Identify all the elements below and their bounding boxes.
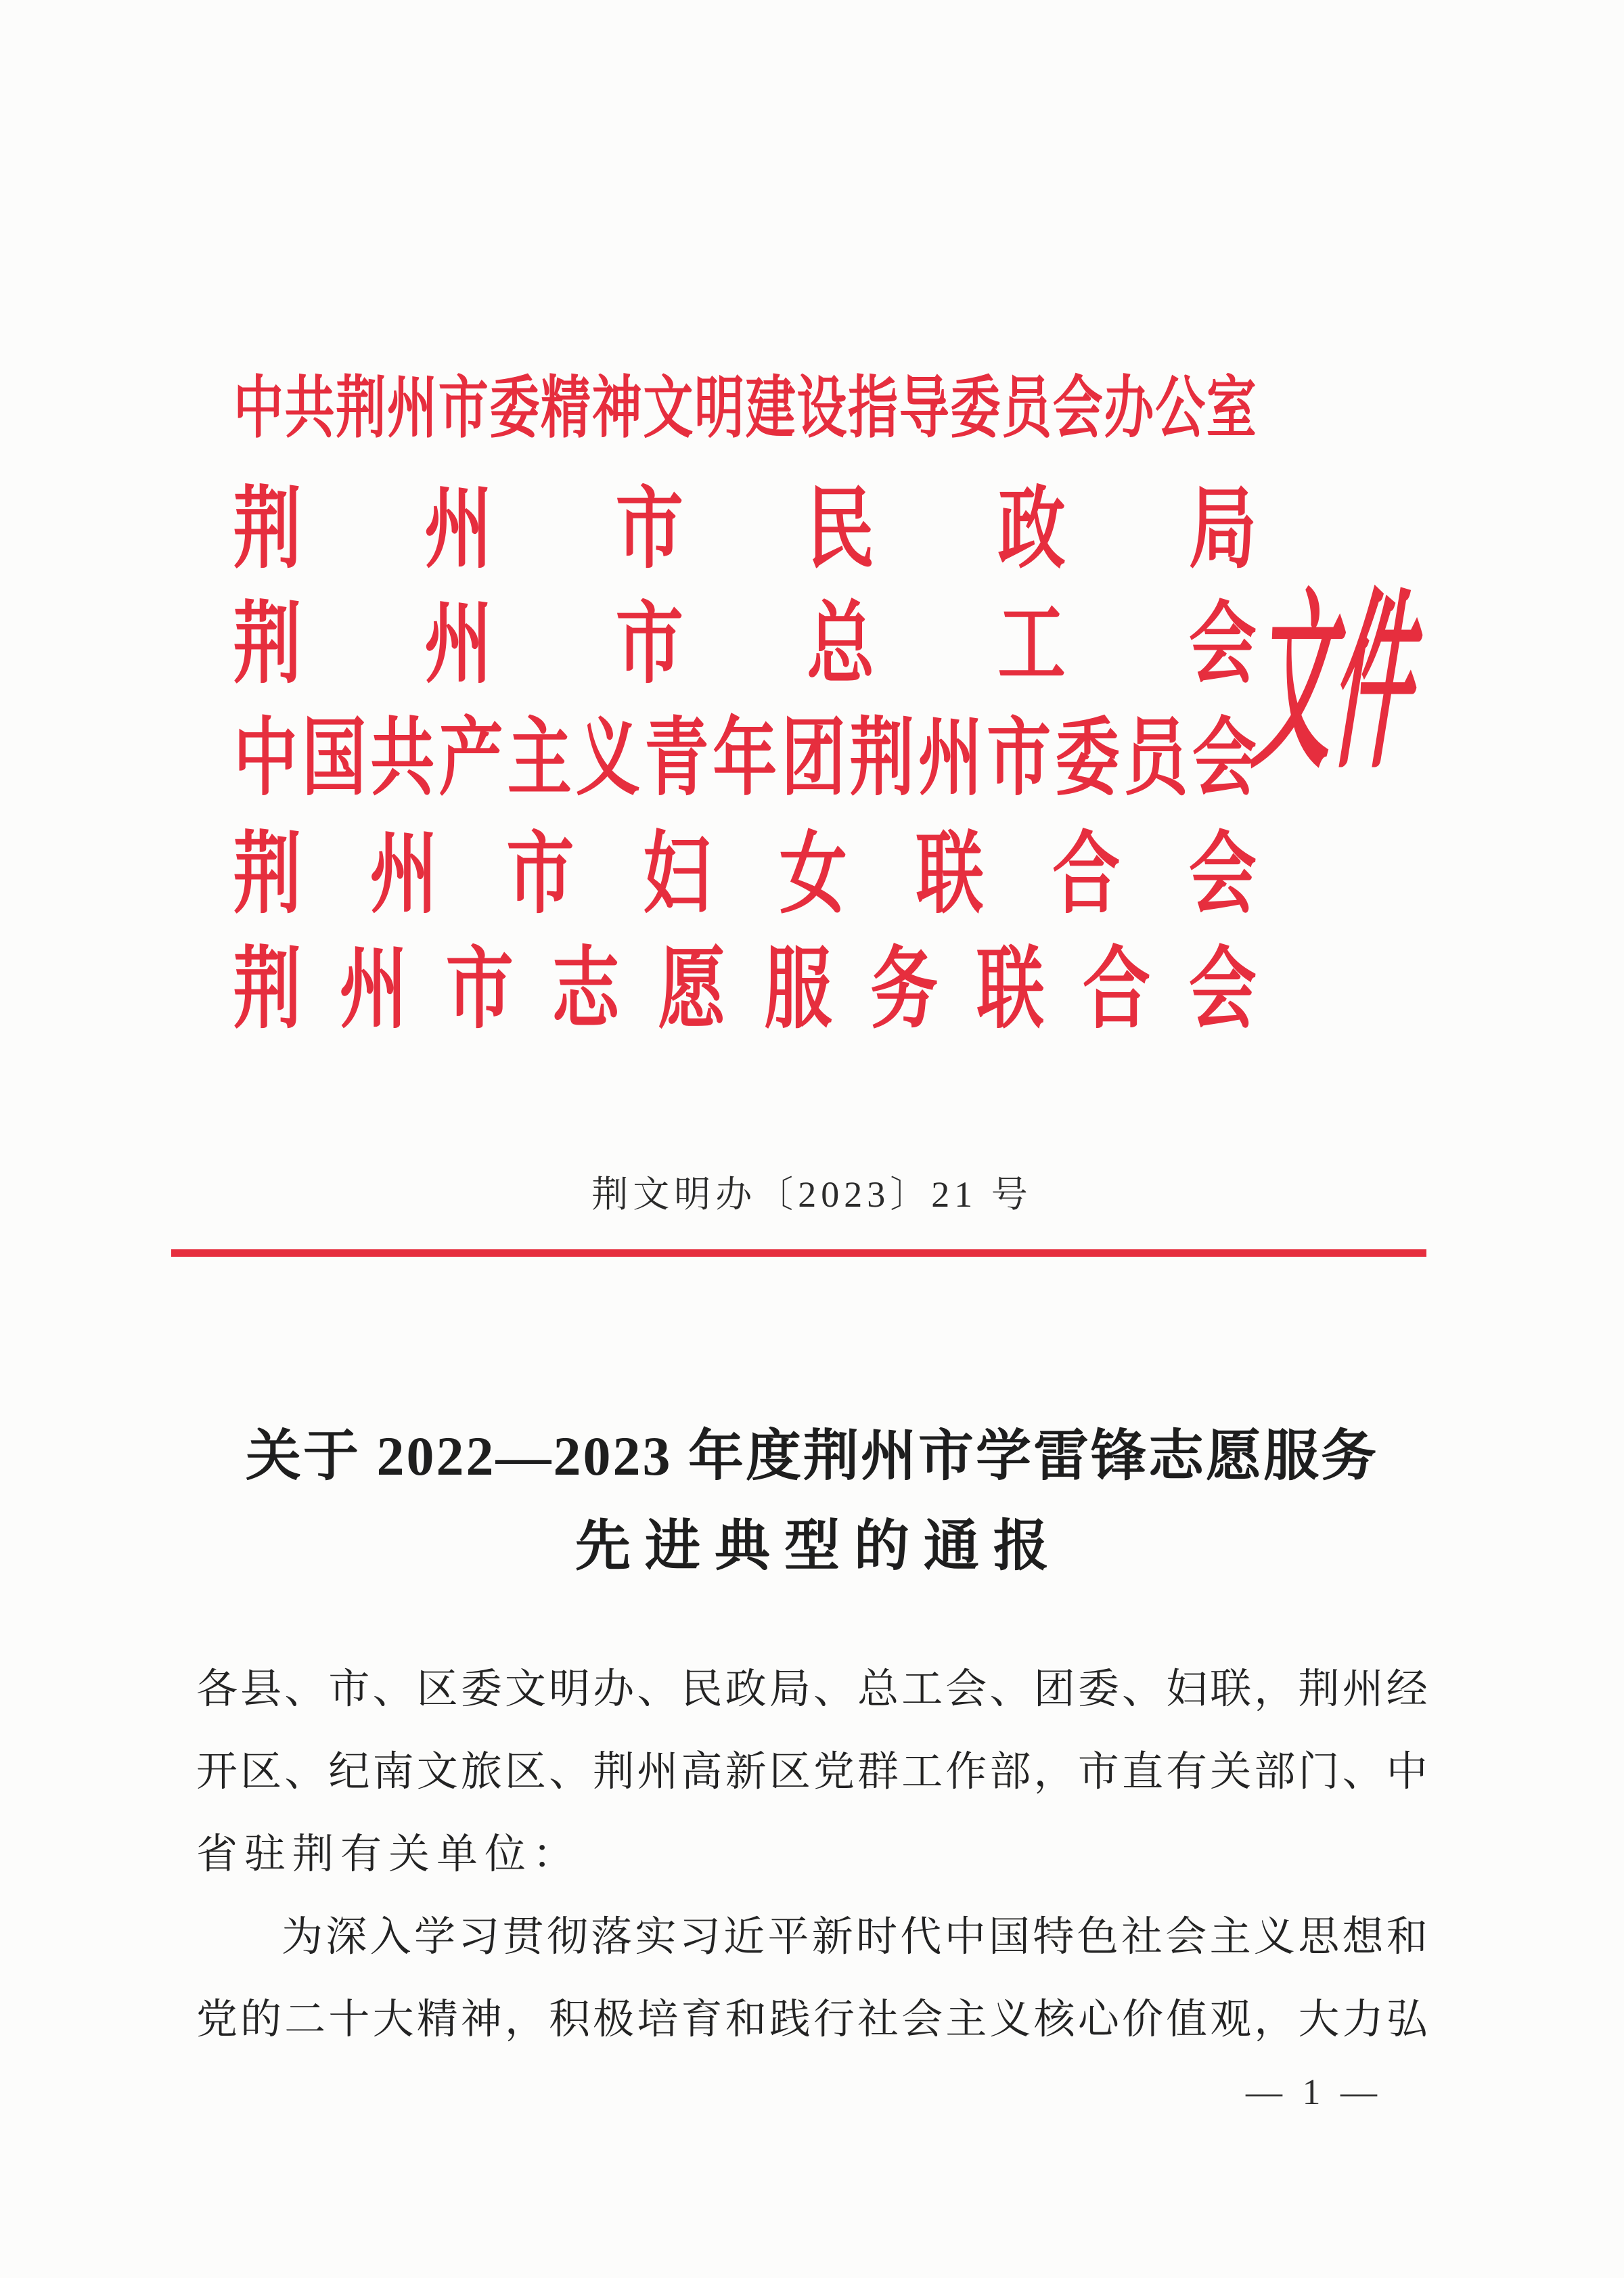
document-title-line-2: 先 进 典 型 的 通 报: [575, 1515, 1049, 1577]
body-line-paragraph-2: 党 的 二 十 大 精 神 ， 积 极 培 育 和 践 行 社 会 主 义 核 心 价 值 观 ， 大 力 弘: [196, 1996, 1428, 2042]
letterhead-org-line-5: 荆 州 市 妇 女 联 合 会: [233, 824, 1257, 924]
letterhead-org-line-2: 荆 州 市 民 政 局: [233, 478, 1257, 579]
body-line-recipients-2: 开 区 、 纪 南 文 旅 区 、 荆 州 高 新 区 党 群 工 作 部 ， 市 直 有 关 部 门 、 中: [196, 1749, 1428, 1795]
page-number: — 1 —: [1246, 2072, 1382, 2112]
red-divider-rule: [171, 1249, 1426, 1257]
letterhead-org-line-6: 荆 州 市 志 愿 服 务 联 合 会: [233, 939, 1257, 1040]
doc-type-label: 文 件: [1248, 580, 1418, 792]
body-line-recipients-1: 各 县 、 市 、 区 委 文 明 办 、 民 政 局 、 总 工 会 、 团 委 、 妇 联 ， 荆 州 经: [196, 1666, 1428, 1712]
letterhead-org-line-3: 荆 州 市 总 工 会: [233, 594, 1257, 694]
body-line-recipients-3: 省驻荆有关单位：: [196, 1831, 581, 1877]
letterhead-org-line-1: 中 共 荆 州 市 委 精 神 文 明 建 设 指 导 委 员 会 办 公 室: [233, 370, 1257, 446]
doc-number: 荆文明办〔2023〕21 号: [591, 1174, 1033, 1215]
letterhead-org-line-4: 中 国 共 产 主 义 青 年 团 荆 州 市 委 员 会: [233, 711, 1257, 806]
document-title-line-1: 关于 2022—2023 年度荆州市学雷锋志愿服务: [245, 1425, 1378, 1487]
body-line-paragraph-1: 为 深 入 学 习 贯 彻 落 实 习 近 平 新 时 代 中 国 特 色 社 会 主 义 思 想 和: [281, 1914, 1428, 1960]
